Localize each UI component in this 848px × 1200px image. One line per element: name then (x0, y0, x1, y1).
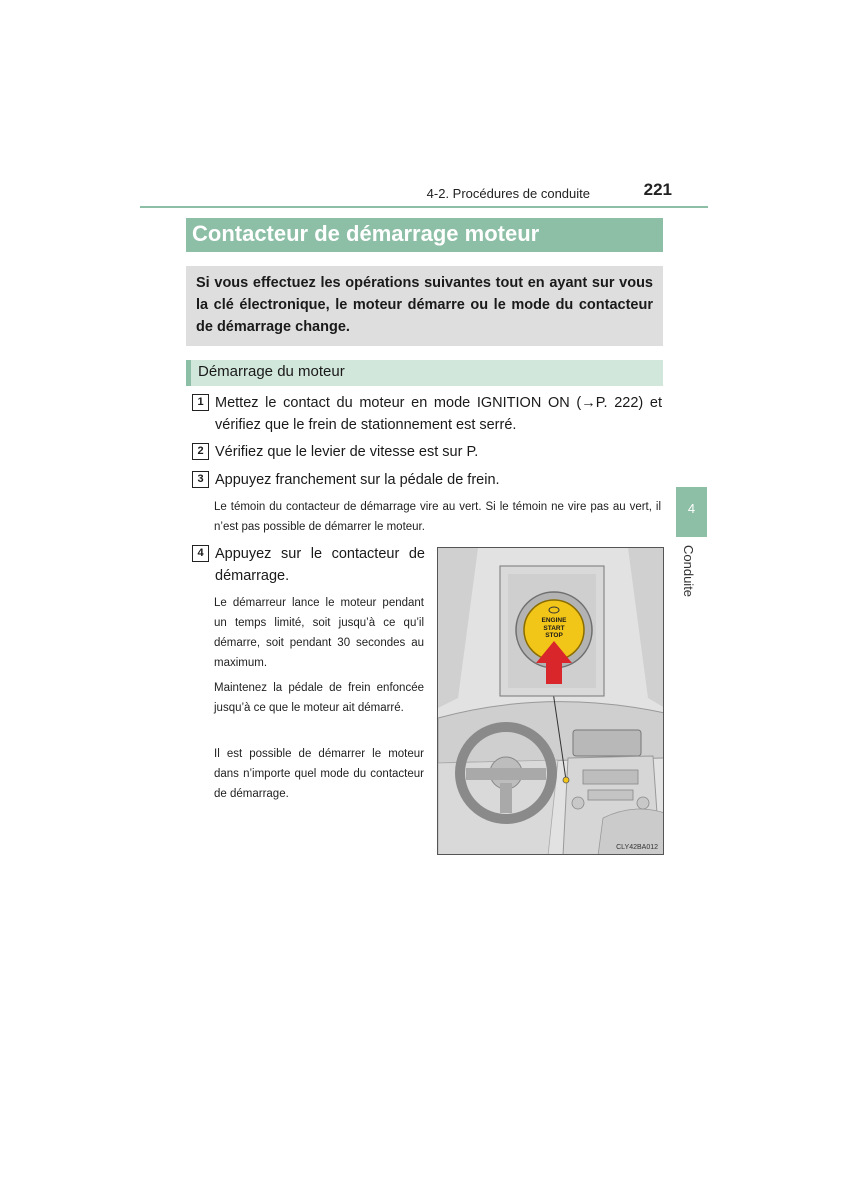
image-code: CLY42BA012 (616, 844, 658, 851)
subheading: Démarrage du moteur (198, 363, 345, 380)
button-label-line: STOP (545, 632, 563, 639)
step-3-note: Le témoin du contacteur de démarrage vire au vert. Si le témoin ne vire pas au vert, il n’est pas possible de démarrer le moteur. (214, 501, 661, 533)
step-1 (192, 392, 662, 438)
step-number: 1 (192, 394, 209, 411)
intro-box (186, 266, 663, 346)
chapter-number: 4 (687, 501, 696, 516)
chapter-tab (676, 487, 707, 537)
step-4-note: Maintenez la pédale de frein enfoncée jusqu’à ce que le moteur ait démarré. (214, 682, 424, 714)
step-text: Appuyez franchement sur la pédale de frein. (215, 472, 500, 488)
step-number: 4 (192, 545, 209, 562)
step-text: Appuyez sur le contacteur de démarrage. (215, 546, 425, 584)
dashboard-drawing (438, 548, 664, 855)
section-title: 4-2. Procédures de conduite (426, 186, 590, 201)
button-label-line: START (543, 624, 565, 632)
step-4-note: Le démarreur lance le moteur pendant un temps limité, soit jusqu’à ce qu’il démarre, soit pendant 30 secondes au maximum. (214, 597, 424, 669)
step-4-note: Il est possible de démarrer le moteur dans n’importe quel mode du contacteur de démarrage. (214, 748, 424, 800)
page-title: Contacteur de démarrage moteur (192, 221, 540, 246)
dashboard-illustration (437, 547, 664, 855)
page-number: 221 (643, 180, 672, 199)
subheading-bar (186, 360, 663, 386)
chapter-label: Conduite (681, 545, 696, 598)
button-label-line: ENGINE (541, 617, 567, 624)
step-number: 2 (192, 443, 209, 460)
intro-text: Si vous effectuez les opérations suivantes tout en ayant sur vous la clé électronique, le moteur démarre ou le mode du contacteur de démarrage change. (196, 275, 653, 335)
step-4 (192, 543, 425, 589)
step-text: Mettez le contact du moteur en mode IGNITION ON (→P. 222) et vérifiez que le frein de stationnement est serré. (215, 395, 662, 433)
button-label (529, 617, 579, 640)
step-2 (192, 441, 662, 463)
step-text: Vérifiez que le levier de vitesse est sur P. (215, 444, 479, 460)
page-title-bar (186, 218, 663, 252)
step-number: 3 (192, 471, 209, 488)
step-3 (192, 469, 662, 491)
running-header (140, 180, 708, 208)
